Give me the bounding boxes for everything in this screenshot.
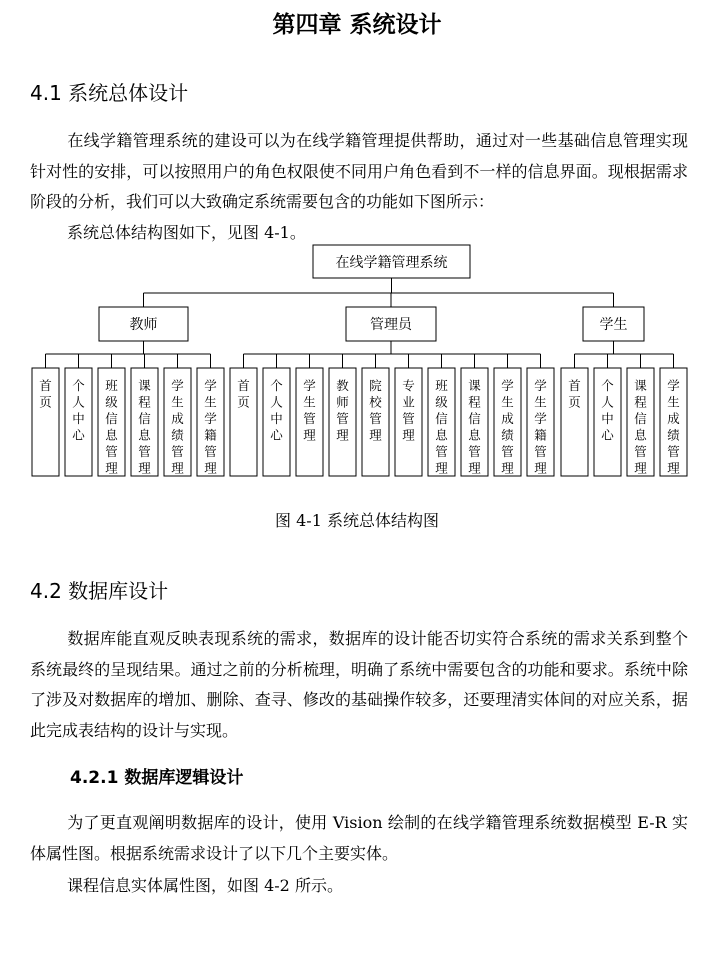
leaf-node: [230, 354, 257, 476]
leaf-node: [131, 354, 158, 476]
leaf-label: 个人中心: [270, 378, 283, 443]
section-paragraph-database-design: [30, 624, 688, 746]
system-structure-diagram: [0, 240, 714, 485]
paragraph-text: 在线学籍管理系统的建设可以为在线学籍管理提供帮助，通过对一些基础信息管理实现针对性的安排，可以按照用户的角色权限使不同用户角色看到不一样的信息界面。现根据需求阶段的分析，我们可以大致确定系统需要包含的功能如下图所示：: [30, 131, 688, 211]
leaf-label: 课程信息管理: [138, 378, 151, 476]
leaf-node: [98, 354, 125, 476]
leaf-label: 院校管理: [369, 378, 382, 443]
subsection-paragraph: [30, 808, 688, 869]
leaf-node: [461, 354, 488, 476]
section-paragraph-system-design: [30, 126, 688, 218]
chapter-title: 第四章 系统设计: [272, 12, 442, 38]
leaf-label: 专业管理: [402, 378, 415, 443]
leaf-label: 学生成绩管理: [171, 378, 184, 476]
subsection-line: 课程信息实体属性图，如图 4-2 所示。: [67, 876, 343, 895]
paragraph-text: 为了更直观阐明数据库的设计，使用 Vision 绘制的在线学籍管理系统数据模型 E-R 实体属性图。根据系统需求设计了以下几个主要实体。: [30, 813, 688, 863]
leaf-node: [329, 354, 356, 476]
leaf-node: [296, 354, 323, 476]
paragraph-text: 数据库能直观反映表现系统的需求，数据库的设计能否切实符合系统的需求关系到整个系统最终的呈现结果。通过之前的分析梳理，明确了系统中需要包含的功能和要求。系统中除了涉及对数据库的增加、删除、查寻、修改的基础操作较多，还要理清实体间的对应关系，据此完成表结构的设计与实现。: [30, 629, 688, 740]
leaf-node: [164, 354, 191, 476]
leaf-node: [395, 354, 422, 476]
leaf-node: [527, 354, 554, 476]
leaf-label: 班级信息管理: [435, 378, 448, 476]
leaf-label: 学生管理: [303, 378, 316, 443]
leaf-node: [428, 354, 455, 476]
leaf-node: [627, 354, 654, 476]
leaf-node: [263, 354, 290, 476]
group-label: 教师: [129, 317, 158, 333]
leaf-node: [561, 354, 588, 476]
section-heading-database-design: 4.2 数据库设计: [30, 579, 169, 603]
leaf-label: 首页: [237, 378, 250, 410]
leaf-label: 课程信息管理: [634, 378, 647, 476]
section-heading-system-design: 4.1 系统总体设计: [30, 81, 189, 105]
leaf-node: [660, 354, 687, 476]
root-label: 在线学籍管理系统: [335, 255, 448, 271]
subsection-heading: 4.2.1 数据库逻辑设计: [70, 768, 244, 788]
leaf-label: 首页: [39, 378, 52, 410]
leaf-label: 首页: [568, 378, 581, 410]
group-label: 学生: [599, 317, 628, 333]
leaf-label: 个人中心: [601, 378, 614, 443]
leaf-label: 个人中心: [72, 378, 85, 443]
leaf-label: 课程信息管理: [468, 378, 481, 476]
leaf-label: 学生学籍管理: [204, 378, 217, 476]
leaf-label: 学生成绩管理: [501, 378, 514, 476]
leaf-node: [197, 354, 224, 476]
leaf-label: 学生学籍管理: [534, 378, 547, 476]
leaf-node: [594, 354, 621, 476]
diagram-intro-line: 系统总体结构图如下，见图 4-1。: [67, 223, 306, 242]
leaf-label: 班级信息管理: [105, 378, 118, 476]
leaf-node: [494, 354, 521, 476]
leaf-node: [362, 354, 389, 476]
figure-caption: 图 4-1 系统总体结构图: [275, 511, 439, 530]
group-label: 管理员: [370, 317, 412, 333]
leaf-label: 学生成绩管理: [667, 378, 680, 476]
root-node: [313, 245, 470, 278]
group-node: [46, 293, 211, 354]
leaf-node: [65, 354, 92, 476]
leaf-label: 教师管理: [336, 378, 349, 443]
group-node: [244, 293, 541, 354]
group-node: [575, 293, 674, 354]
leaf-node: [32, 354, 59, 476]
